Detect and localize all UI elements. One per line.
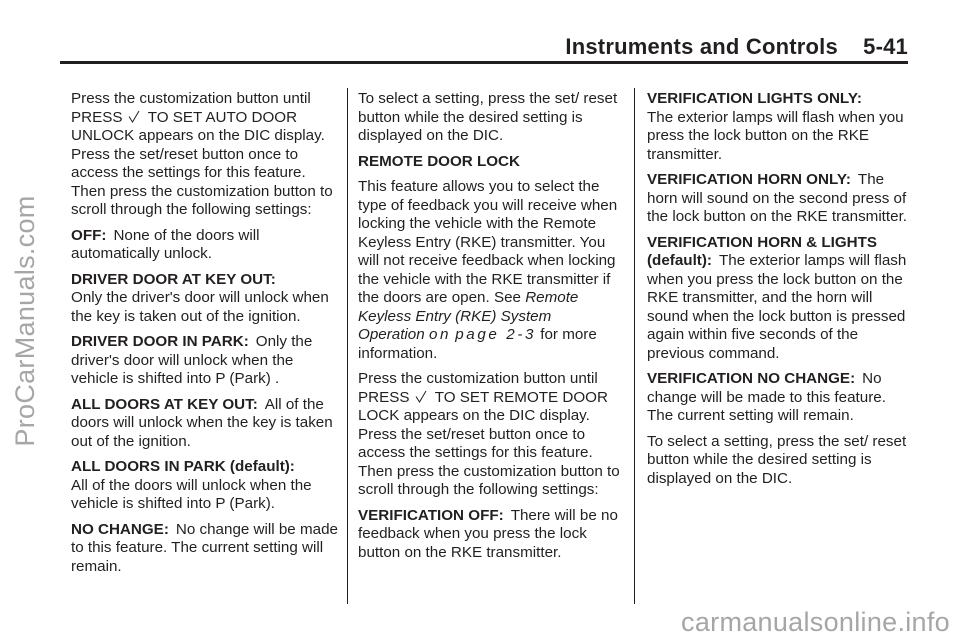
text: Only the driver's door will unlock when the key is taken out of the ignition. <box>71 289 329 325</box>
column-3 <box>647 90 911 495</box>
paragraph <box>71 90 339 220</box>
label: OFF: <box>71 226 107 244</box>
setting-verification-no-change <box>647 370 911 426</box>
label: DRIVER DOOR AT KEY OUT: <box>71 270 276 288</box>
page-number: 5-41 <box>863 34 908 59</box>
text: This feature allows you to select the type of feedback you will receive when locking the vehicle with the Remote Keyless Entry (RKE) transmitter. You will not receive feedback when locking the vehicle with the RKE transmitter if the doors are open. See <box>358 178 618 306</box>
text: TO SET AUTO DOOR UNLOCK appears on the DIC display. Press the set/reset button once to access the settings for this feature. Then press the customization button to scroll through the following settings: <box>71 108 333 218</box>
label: ALL DOORS AT KEY OUT: <box>71 395 258 413</box>
text: TO SET REMOTE DOOR LOCK appears on the DIC display. Press the set/reset button once to access the settings for this feature. Then press the customization button to scroll through the following settings: <box>358 388 620 498</box>
text: There will be no feedback when you press the lock button on the RKE transmitter. <box>358 506 618 561</box>
column-1 <box>71 90 339 583</box>
text: Press the customization button until <box>71 90 311 107</box>
cross-reference-link[interactable]: Remote Keyless Entry (RKE) System Operation <box>358 289 579 343</box>
text: The exterior lamps will flash when you press the lock button on the RKE transmitter. <box>647 108 904 163</box>
text: None of the doors will automatically unlock. <box>71 226 260 262</box>
checkmark-icon <box>128 110 140 123</box>
text: PRESS <box>71 108 123 126</box>
checkmark-icon <box>415 390 427 403</box>
text: The horn will sound on the second press of the lock button on the RKE transmitter. <box>647 171 908 225</box>
label: VERIFICATION HORN & LIGHTS (default): <box>647 233 878 269</box>
label: VERIFICATION HORN ONLY: <box>647 171 851 188</box>
setting-off <box>71 227 339 264</box>
paragraph: To select a setting, press the set/ reset button while the desired setting is displayed on the DIC. <box>358 90 618 144</box>
watermark-bottom: carmanualsonline.info <box>681 607 950 637</box>
label: VERIFICATION LIGHTS ONLY: <box>647 90 862 107</box>
label: VERIFICATION OFF: <box>358 506 504 524</box>
paragraph <box>358 178 622 363</box>
text: No change will be made to this feature. The current setting will remain. <box>647 370 886 424</box>
watermark-left: ProCarManuals.com <box>10 195 40 447</box>
setting-all-park <box>71 458 339 514</box>
setting-driver-park <box>71 333 339 389</box>
heading: REMOTE DOOR LOCK <box>358 152 520 170</box>
setting-verification-horn <box>647 171 911 227</box>
column-divider <box>347 88 348 604</box>
text: Only the driver's door will unlock when the vehicle is shifted into P (Park) . <box>71 333 313 387</box>
paragraph <box>358 370 622 500</box>
header-rule <box>60 61 908 64</box>
text: Press the customization button until <box>358 370 598 387</box>
label: ALL DOORS IN PARK (default): <box>71 458 295 475</box>
setting-verification-lights <box>647 90 911 164</box>
setting-all-key-out <box>71 396 339 452</box>
text: for more information. <box>358 326 597 362</box>
section-heading <box>358 153 622 172</box>
running-header <box>565 34 908 60</box>
cross-reference-page[interactable]: page 2‑3 <box>455 326 537 343</box>
column-divider <box>634 88 635 604</box>
page-header <box>60 28 908 58</box>
setting-verification-horn-lights <box>647 234 911 364</box>
label: DRIVER DOOR IN PARK: <box>71 333 249 350</box>
cross-reference-on: on <box>428 326 452 343</box>
setting-no-change <box>71 521 339 577</box>
text: All of the doors will unlock when the key is taken out of the ignition. <box>71 395 333 450</box>
paragraph: To select a setting, press the set/ reset button while the desired setting is displayed on the DIC. <box>647 432 907 487</box>
text: All of the doors will unlock when the vehicle is shifted into P (Park). <box>71 476 312 512</box>
text: The exterior lamps will flash when you press the lock button on the RKE transmitter, and the horn will sound when the lock button is pressed again within five seconds of the previous command. <box>647 252 907 362</box>
column-2 <box>358 90 622 569</box>
label: VERIFICATION NO CHANGE: <box>647 370 856 387</box>
text: PRESS <box>358 388 410 406</box>
section-title: Instruments and Controls <box>565 34 838 59</box>
label: NO CHANGE: <box>71 520 169 538</box>
setting-driver-key-out <box>71 271 339 327</box>
setting-verification-off <box>358 507 622 563</box>
text: No change will be made to this feature. The current setting will remain. <box>71 520 338 575</box>
